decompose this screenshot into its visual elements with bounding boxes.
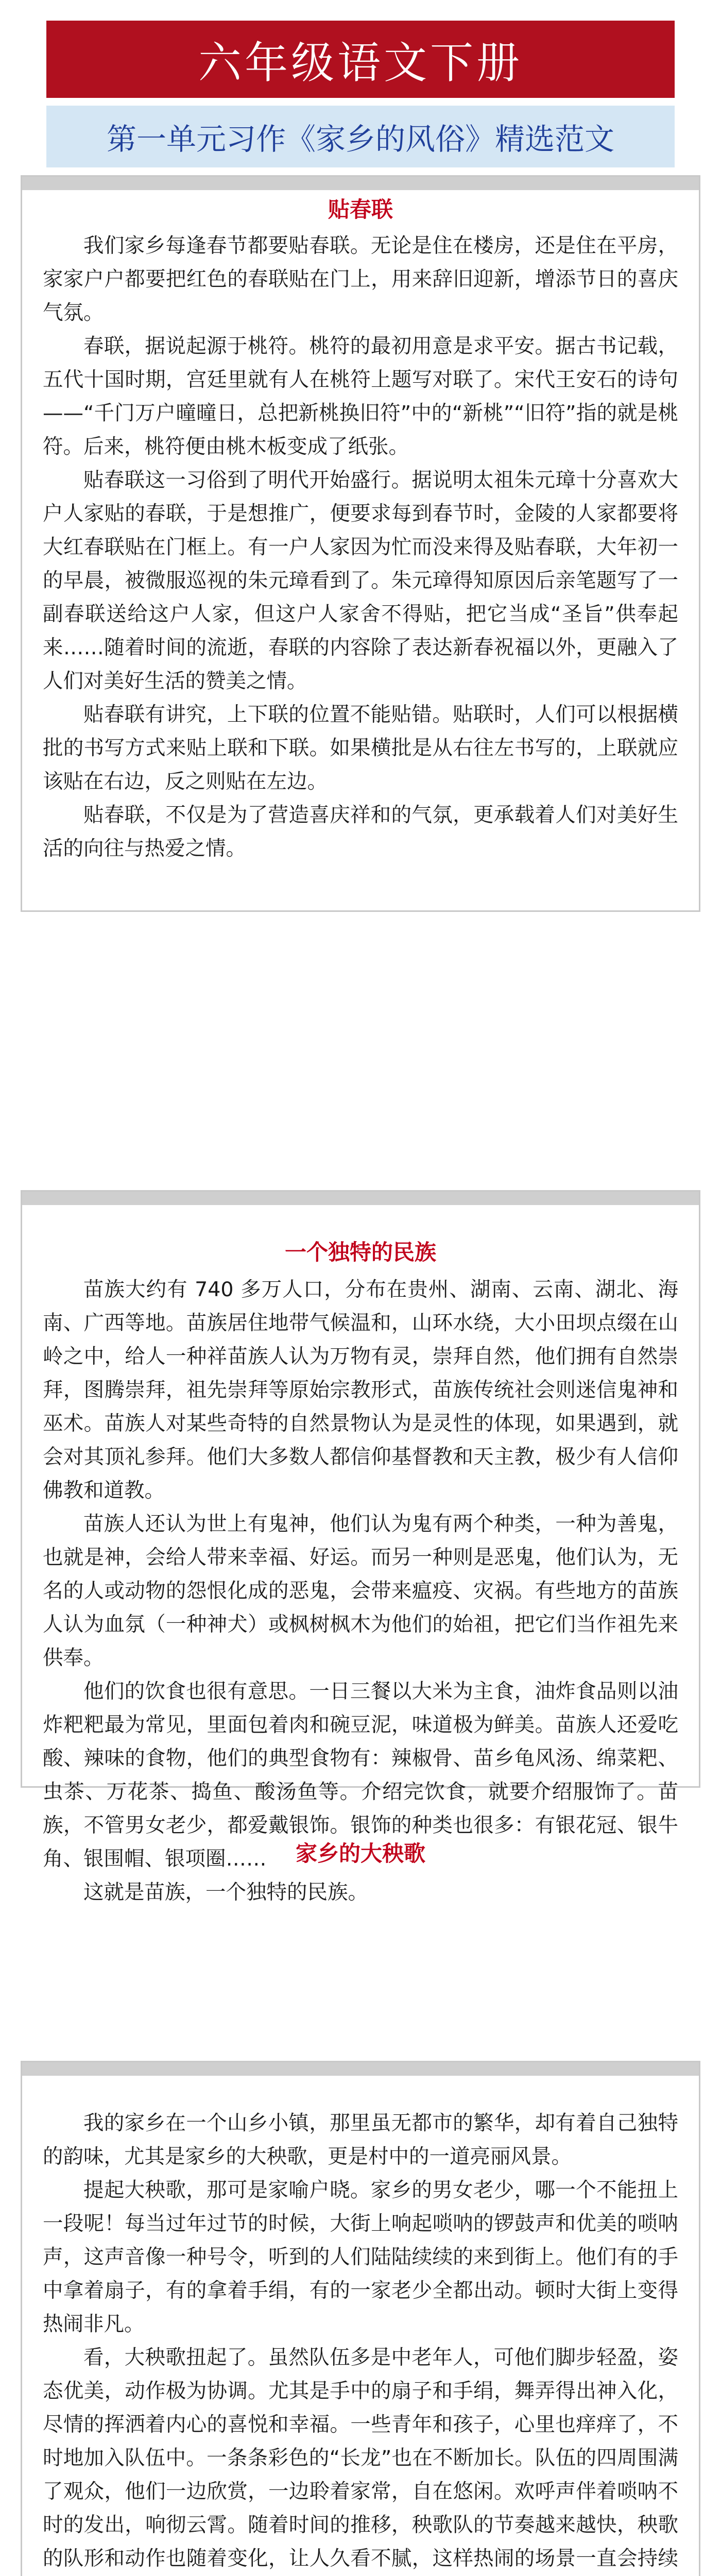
essay-paragraph: 贴春联这一习俗到了明代开始盛行。据说明太祖朱元璋十分喜欢大户人家贴的春联，于是想推广，便要求每到春节时，金陵的人家都要将大红春联贴在门框上。有一户人家因为忙而没来得及贴春联，大年初一的早晨，被微服巡视的朱元璋看到了。朱元璋得知原因后亲笔题写了一副春联送给这户人家，但这户人家舍不得贴，把它当成“圣旨”供奉起来……随着时间的流逝，春联的内容除了表达新春祝福以外，更融入了人们对美好生活的赞美之情。 <box>43 468 678 693</box>
banner-title: 六年级语文下册 <box>198 37 523 88</box>
essay-body <box>22 1273 699 1909</box>
panel-top-bar <box>22 2062 699 2076</box>
essay-paragraph: 提起大秧歌，那可是家喻户晓。家乡的男女老少，哪一个不能扭上一段呢！每当过年过节的时候，大街上响起唢呐的锣鼓声和优美的唢呐声，这声音像一种号令，听到的人们陆陆续续的来到街上。他们有的手中拿着扇子，有的拿着手绢，有的一家老少全都出动。顿时大街上变得热闹非凡。 <box>43 2178 678 2336</box>
essay-paragraph: 他们的饮食也很有意思。一日三餐以大米为主食，油炸食品则以油炸粑粑最为常见，里面包着肉和碗豆泥，味道极为鲜美。苗族人还爱吃酸、辣味的食物，他们的典型食物有：辣椒骨、苗乡龟风汤、绵菜粑、虫茶、万花茶、捣鱼、酸汤鱼等。介绍完饮食，就要介绍服饰了。苗族，不管男女老少，都爱戴银饰。银饰的种类也很多：有银花冠、银牛角、银围帽、银项圈…… <box>43 1680 678 1871</box>
essay-paragraph: 这就是苗族，一个独特的民族。 <box>83 1880 368 1904</box>
essay-heading: 一个独特的民族 <box>284 1240 436 1265</box>
essay-paragraph: 苗族人还认为世上有鬼神，他们认为鬼有两个种类，一种为善鬼，也就是神，会给人带来幸福、好运。而另一种则是恶鬼，他们认为，无名的人或动物的怨恨化成的恶鬼，会带来瘟疫、灾祸。有些地方的苗族人认为血氛（一种神犬）或枫树枫木为他们的始祖，把它们当作祖先来供奉。 <box>43 1512 678 1670</box>
page-banner <box>46 21 675 98</box>
essay-paragraph: 看，大秧歌扭起了。虽然队伍多是中老年人，可他们脚步轻盈，姿态优美，动作极为协调。尤其是手中的扇子和手绢，舞弄得出神入化，尽情的挥洒着内心的喜悦和幸福。一些青年和孩子，心里也痒痒了，不时地加入队伍中。一条条彩色的“长龙”也在不断加长。队伍的四周围满了观众，他们一边欣赏，一边聆着家常，自在悠闲。欢呼声伴着唢呐不时的发出，响彻云霄。随着时间的推移，秧歌队的节奏越来越快，秧歌的队形和动作也随着变化，让人久看不腻，这样热闹的场景一直会持续 <box>43 2346 678 2570</box>
essay-paragraph: 春联，据说起源于桃符。桃符的最初用意是求平安。据古书记载，五代十国时期，宫廷里就有人在桃符上题写对联了。宋代王安石的诗句——“千门万户曈曈日，总把新桃换旧符”中的“新桃”“旧符”指的就是桃符。后来，桃符便由桃木板变成了纸张。 <box>43 334 678 459</box>
panel-top-bar <box>22 177 699 190</box>
essay-body <box>22 229 699 866</box>
page-subtitle: 第一单元习作《家乡的风俗》精选范文 <box>46 106 675 167</box>
essay-panel-3 <box>21 2061 700 2576</box>
panel-top-bar <box>22 1192 699 1205</box>
essay-paragraph: 苗族大约有 740 多万人口，分布在贵州、湖南、云南、湖北、海南、广西等地。苗族居住地带气候温和，山环水绕，大小田坝点缀在山岭之中，给人一种祥苗族人认为万物有灵，崇拜自然，他们拥有自然崇拜，图腾崇拜，祖先崇拜等原始宗教形式，苗族传统社会则迷信鬼神和巫术。苗族人对某些奇特的自然景物认为是灵性的体现，如果遇到，就会对其顶礼参拜。他们大多数人都信仰基督教和天主教，极少有人信仰佛教和道教。 <box>43 1278 678 1502</box>
essay-body <box>22 2107 699 2576</box>
essay-paragraph: 贴春联有讲究，上下联的位置不能贴错。贴联时，人们可以根据横批的书写方式来贴上联和下联。如果横批是从右往左书写的，上联就应该贴在右边，反之则贴在左边。 <box>43 703 678 793</box>
essay-heading: 贴春联 <box>328 197 393 222</box>
essay-paragraph: 贴春联，不仅是为了营造喜庆祥和的气氛，更承载着人们对美好生活的向往与热爱之情。 <box>43 803 678 860</box>
essay-paragraph: 我的家乡在一个山乡小镇，那里虽无都市的繁华，却有着自己独特的韵味，尤其是家乡的大秧歌，更是村中的一道亮丽风景。 <box>43 2111 678 2168</box>
essay-panel-1 <box>21 175 700 912</box>
essay-paragraph: 我们家乡每逢春节都要贴春联。无论是住在楼房，还是住在平房，家家户户都要把红色的春联贴在门上，用来辞旧迎新，增添节日的喜庆气氛。 <box>43 234 678 325</box>
essay-heading: 家乡的大秧歌 <box>295 1841 425 1866</box>
